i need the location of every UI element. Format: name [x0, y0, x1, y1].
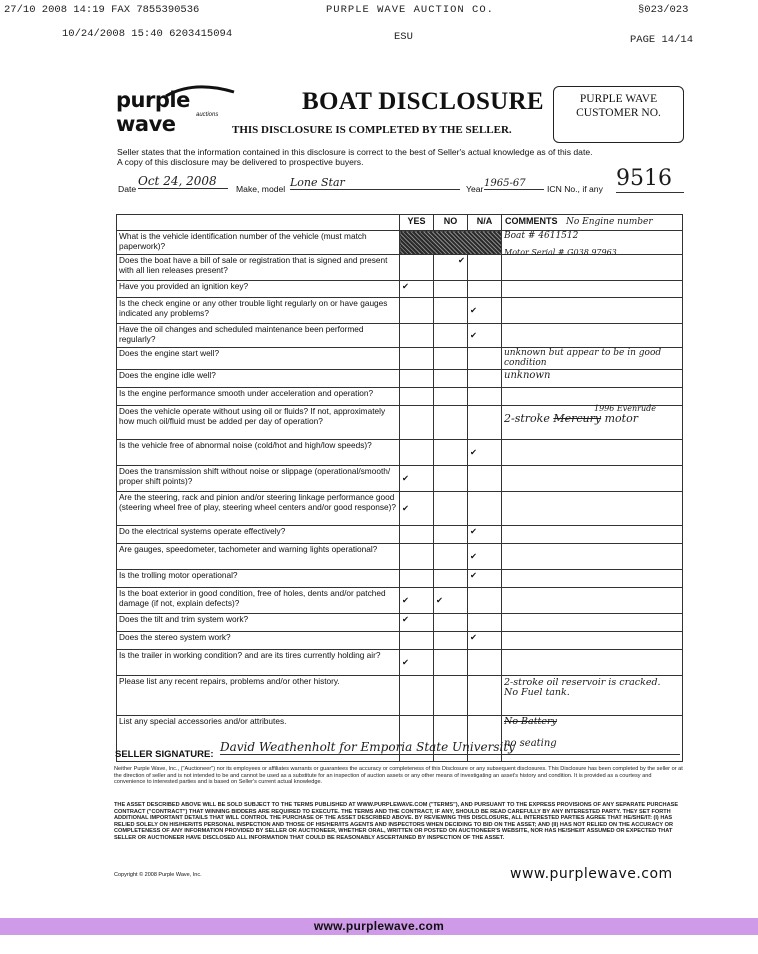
yes-cell[interactable]: [400, 526, 434, 544]
icn-field[interactable]: 9516: [616, 166, 684, 193]
comment-repairs: 2-stroke oil reservoir is cracked.: [504, 677, 661, 688]
no-cell[interactable]: ✔: [434, 255, 468, 281]
customer-box-line1: PURPLE WAVE: [579, 93, 658, 105]
table-row: [117, 348, 683, 370]
comment-struck-brand: Mercury: [553, 411, 602, 425]
yes-cell[interactable]: ✔: [400, 588, 434, 614]
no-cell[interactable]: [434, 614, 468, 632]
date-label: Date: [118, 184, 137, 194]
yes-cell[interactable]: [400, 570, 434, 588]
icn-label: ICN No., if any: [547, 184, 603, 194]
terms-paragraph: THE ASSET DESCRIBED ABOVE WILL BE SOLD SUBJECT TO THE TERMS PUBLISHED AT WWW.PURPLEWAVE.COM ("TERMS"), AND PURSUANT TO THE EXPRESS PROVISIONS OF ANY SEPARATE PURCHASE CONTRACT ("CONTRACT") THAT WINNING BIDDERS ARE REQUIRED TO EXECUTE. THE TERMS AND THE CONTRACT, IF ANY, SHOULD BE READ CAREFULLY BY ANY INTERESTED PARTY. THEY SET FORTH ADDITIONAL IMPORTANT DETAILS THAT WILL CONTROL THE PURCHASE OF THE ASSET DESCRIBED ABOVE. BY REVIEWING THIS DISCLOSURE, ALL INTERESTED PARTIES AGREE THAT HE/SHE/IT: (I) HAS RELIED SOLELY ON HIS/HER/ITS PERSONAL INSPECTION AND THOSE OF HIS/HER/ITS AGENTS AND INSPECTORS WHEN DECIDING TO BID ON THE ASSET; AND (II) HAS NOT RELIED ON THE ACCURACY OR COMPLETENESS OF ANY INFORMATION PROVIDED BY SELLER OR AUCTIONEER, WHETHER ORAL, WRITTEN OR POSTED ON AUCTIONEER'S WEBSITE, NOR HAS HE/SHE/IT ASSUMED OR EXPECTED THAT SELLER OR AUCTIONEER HAVE DISCLOSED ALL INFORMATION THAT COULD BE REASONABLY ASCERTAINED BY INSPECTION OF THE ASSET.: [114, 802, 679, 841]
na-cell[interactable]: ✔: [468, 298, 502, 324]
comment-vin-1: No Engine number: [566, 217, 653, 227]
fax-header2-right: PAGE 14/14: [630, 34, 694, 46]
na-cell[interactable]: [468, 614, 502, 632]
no-cell[interactable]: [434, 440, 468, 466]
disclaimer-paragraph: Neither Purple Wave, Inc., ("Auctioneer") nor its employees or affiliates warrants or guarantees the accuracy or completeness of this Disclosure or any subsequent disclosures. This Disclosure has been completed by the seller or at the direction of seller and is not intended to be and cannot be used as a substitute for an inspection of auction assets or any other means of investigating an asset's history and condition. It is provided as a courtesy and convenience to interested parties and is based on Seller's current actual knowledge.: [114, 766, 683, 786]
no-cell[interactable]: [434, 388, 468, 406]
header-no: NO: [434, 215, 468, 231]
na-cell[interactable]: [468, 388, 502, 406]
comment-cell[interactable]: [502, 281, 683, 298]
table-row: [117, 588, 683, 614]
na-cell[interactable]: [468, 406, 502, 440]
header-yes: YES: [400, 215, 434, 231]
comment-cell[interactable]: [502, 614, 683, 632]
comment-cell[interactable]: [502, 388, 683, 406]
intro-text: [117, 147, 692, 167]
subtitle: THIS DISCLOSURE IS COMPLETED BY THE SELLER.: [232, 124, 512, 136]
comment-battery-struck: No Battery: [504, 716, 557, 727]
comment-motor-serial: Motor Serial # G038 97963: [504, 248, 617, 257]
comment-fuel-tank: No Fuel tank.: [504, 687, 570, 698]
no-cell[interactable]: [434, 676, 468, 716]
vin-shaded-cell: [400, 231, 502, 255]
table-row: [117, 406, 683, 440]
table-row: [117, 614, 683, 632]
na-cell[interactable]: [468, 370, 502, 388]
no-cell[interactable]: [434, 406, 468, 440]
yes-cell[interactable]: ✔: [400, 614, 434, 632]
comment-cell[interactable]: [502, 632, 683, 650]
table-header-row: [117, 215, 683, 231]
table-row: [117, 370, 683, 388]
no-cell[interactable]: [434, 544, 468, 570]
yes-cell[interactable]: [400, 544, 434, 570]
no-cell[interactable]: ✔: [434, 588, 468, 614]
comment-motor-type: [504, 411, 680, 425]
yes-cell[interactable]: [400, 632, 434, 650]
fax-header2-center: ESU: [394, 31, 413, 43]
logo-text: purple wave: [116, 88, 190, 136]
website-text[interactable]: www.purplewave.com: [510, 866, 673, 882]
table-row: [117, 676, 683, 716]
question-text: Is the check engine or any other trouble light regularly on or have gauges indicated any problems?: [117, 298, 400, 324]
table-row: [117, 570, 683, 588]
na-cell[interactable]: [468, 281, 502, 298]
question-text: Does the vehicle operate without using oil or fluids? If not, approximately how much oil/fluid must be added per day of operation?: [117, 406, 400, 440]
question-text: Is the vehicle free of abnormal noise (cold/hot and high/low speeds)?: [117, 440, 400, 466]
comment-cell[interactable]: [502, 440, 683, 466]
fax-header-right: §023/023: [638, 4, 689, 16]
yes-cell[interactable]: [400, 406, 434, 440]
na-cell[interactable]: ✔: [468, 544, 502, 570]
make-model-label: Make, model: [236, 184, 286, 194]
footer-banner: [0, 918, 758, 935]
disclosure-table: [116, 214, 683, 762]
no-cell[interactable]: [434, 632, 468, 650]
na-cell[interactable]: [468, 466, 502, 492]
comment-cell[interactable]: [502, 248, 683, 281]
comment-cell[interactable]: [502, 570, 683, 588]
no-cell[interactable]: [434, 324, 468, 348]
question-text: Are gauges, speedometer, tachometer and warning lights operational?: [117, 544, 400, 570]
yes-cell[interactable]: [400, 676, 434, 716]
no-cell[interactable]: [434, 281, 468, 298]
question-text: Does the transmission shift without noise or slippage (operational/smooth/ proper shift points)?: [117, 466, 400, 492]
na-cell[interactable]: ✔: [468, 632, 502, 650]
no-cell[interactable]: [434, 466, 468, 492]
na-cell[interactable]: [468, 255, 502, 281]
yes-cell[interactable]: [400, 440, 434, 466]
fax-header-center: PURPLE WAVE AUCTION CO.: [326, 4, 494, 16]
comment-cell[interactable]: [502, 406, 683, 440]
na-cell[interactable]: [468, 676, 502, 716]
na-cell[interactable]: ✔: [468, 526, 502, 544]
customer-box-line2: CUSTOMER NO.: [576, 107, 661, 119]
comment-cell[interactable]: [502, 492, 683, 526]
question-text: Does the engine idle well?: [117, 370, 400, 388]
comment-cell[interactable]: unknown: [502, 370, 683, 388]
question-text: Does the stereo system work?: [117, 632, 400, 650]
table-row: [117, 526, 683, 544]
yes-cell[interactable]: ✔: [400, 281, 434, 298]
no-cell[interactable]: [434, 348, 468, 370]
date-field[interactable]: Oct 24, 2008: [138, 174, 228, 189]
na-cell[interactable]: [468, 588, 502, 614]
table-row: [117, 466, 683, 492]
comment-cell[interactable]: [502, 466, 683, 492]
copyright: Copyright © 2008 Purple Wave, Inc.: [114, 872, 202, 878]
table-row: [117, 492, 683, 526]
header-comments: [502, 215, 683, 231]
question-text: Does the tilt and trim system work?: [117, 614, 400, 632]
na-cell[interactable]: ✔: [468, 324, 502, 348]
question-text: Does the engine start well?: [117, 348, 400, 370]
question-text: What is the vehicle identification number of the vehicle (must match paperwork)?: [117, 231, 400, 255]
question-text: Have you provided an ignition key?: [117, 281, 400, 298]
header-comments-label: COMMENTS: [505, 216, 558, 226]
make-model-field[interactable]: Lone Star: [290, 176, 460, 190]
intro-line2: A copy of this disclosure may be delivered to prospective buyers.: [117, 157, 364, 167]
comment-vin-2: Boat # 4611512: [504, 231, 579, 241]
question-text: Is the trolling motor operational?: [117, 570, 400, 588]
purple-wave-logo: [116, 88, 234, 136]
question-text: Does the boat have a bill of sale or registration that is signed and present with all lien releases present?: [117, 255, 400, 281]
no-cell[interactable]: [434, 370, 468, 388]
yes-cell[interactable]: [400, 370, 434, 388]
comment-cell[interactable]: [502, 526, 683, 544]
footer-website-link[interactable]: www.purplewave.com: [313, 919, 445, 933]
no-cell[interactable]: [434, 650, 468, 676]
question-text: Do the electrical systems operate effectively?: [117, 526, 400, 544]
year-label: Year: [466, 184, 484, 194]
question-text: Are the steering, rack and pinion and/or steering linkage performance good (steering wheel free of play, steering wheel centers and/or good response)?: [117, 492, 400, 526]
question-text: Please list any recent repairs, problems and/or other history.: [117, 676, 400, 716]
yes-cell[interactable]: ✔: [400, 650, 434, 676]
table-row: [117, 281, 683, 298]
intro-line1: Seller states that the information contained in this disclosure is correct to the best of Seller's actual knowledge as of this date.: [117, 147, 593, 157]
comment-cell[interactable]: [502, 588, 683, 614]
question-text: Have the oil changes and scheduled maintenance been performed regularly?: [117, 324, 400, 348]
table-row: [117, 388, 683, 406]
question-text: Is the trailer in working condition? and are its tires currently holding air?: [117, 650, 400, 676]
question-text: Is the boat exterior in good condition, free of holes, dents and/or patched damage (if not, explain defects)?: [117, 588, 400, 614]
table-row: [117, 632, 683, 650]
na-cell[interactable]: [468, 492, 502, 526]
header-na: N/A: [468, 215, 502, 231]
yes-cell[interactable]: [400, 348, 434, 370]
yes-cell[interactable]: ✔: [400, 492, 434, 526]
no-cell[interactable]: [434, 570, 468, 588]
fax-header2-left: 10/24/2008 15:40 6203415094: [62, 28, 233, 40]
comment-cell[interactable]: [502, 650, 683, 676]
question-text: Is the engine performance smooth under acceleration and operation?: [117, 388, 400, 406]
na-cell[interactable]: [468, 348, 502, 370]
yes-cell[interactable]: [400, 255, 434, 281]
table-row: [117, 298, 683, 324]
yes-cell[interactable]: [400, 298, 434, 324]
no-cell[interactable]: [434, 526, 468, 544]
header-question: [117, 215, 400, 231]
year-field[interactable]: 1965-67: [484, 178, 544, 190]
comment-cell[interactable]: [502, 544, 683, 570]
table-row: [117, 440, 683, 466]
comment-cell[interactable]: [502, 324, 683, 348]
yes-cell[interactable]: [400, 388, 434, 406]
comment-stroke: 2-stroke: [504, 411, 550, 425]
na-cell[interactable]: ✔: [468, 570, 502, 588]
na-cell[interactable]: ✔: [468, 440, 502, 466]
comment-cell[interactable]: [502, 676, 683, 716]
comment-seating: no seating: [504, 737, 557, 749]
signature-label: SELLER SIGNATURE:: [115, 749, 214, 760]
table-row: [117, 324, 683, 348]
yes-cell[interactable]: [400, 324, 434, 348]
fax-header-left: 27/10 2008 14:19 FAX 7855390536: [4, 4, 200, 16]
comment-cell[interactable]: [502, 298, 683, 324]
table-row: [117, 255, 683, 281]
question-text: List any special accessories and/or attributes.: [117, 716, 400, 762]
comment-cell[interactable]: unknown but appear to be in good condition: [502, 348, 683, 370]
na-cell[interactable]: [468, 650, 502, 676]
comment-motor-brand: 1996 Evenrude: [594, 404, 656, 413]
wave-swoosh-icon: [164, 84, 236, 98]
no-cell[interactable]: [434, 298, 468, 324]
customer-number-box: [553, 86, 684, 143]
signature-field[interactable]: David Weathenholt for Emporia State University: [220, 740, 680, 755]
page-title: BOAT DISCLOSURE: [302, 88, 544, 115]
comment-motor: motor: [604, 411, 638, 425]
yes-cell[interactable]: ✔: [400, 466, 434, 492]
no-cell[interactable]: [434, 492, 468, 526]
table-row: [117, 650, 683, 676]
table-row: [117, 544, 683, 570]
logo-subtext: auctions: [196, 112, 219, 118]
